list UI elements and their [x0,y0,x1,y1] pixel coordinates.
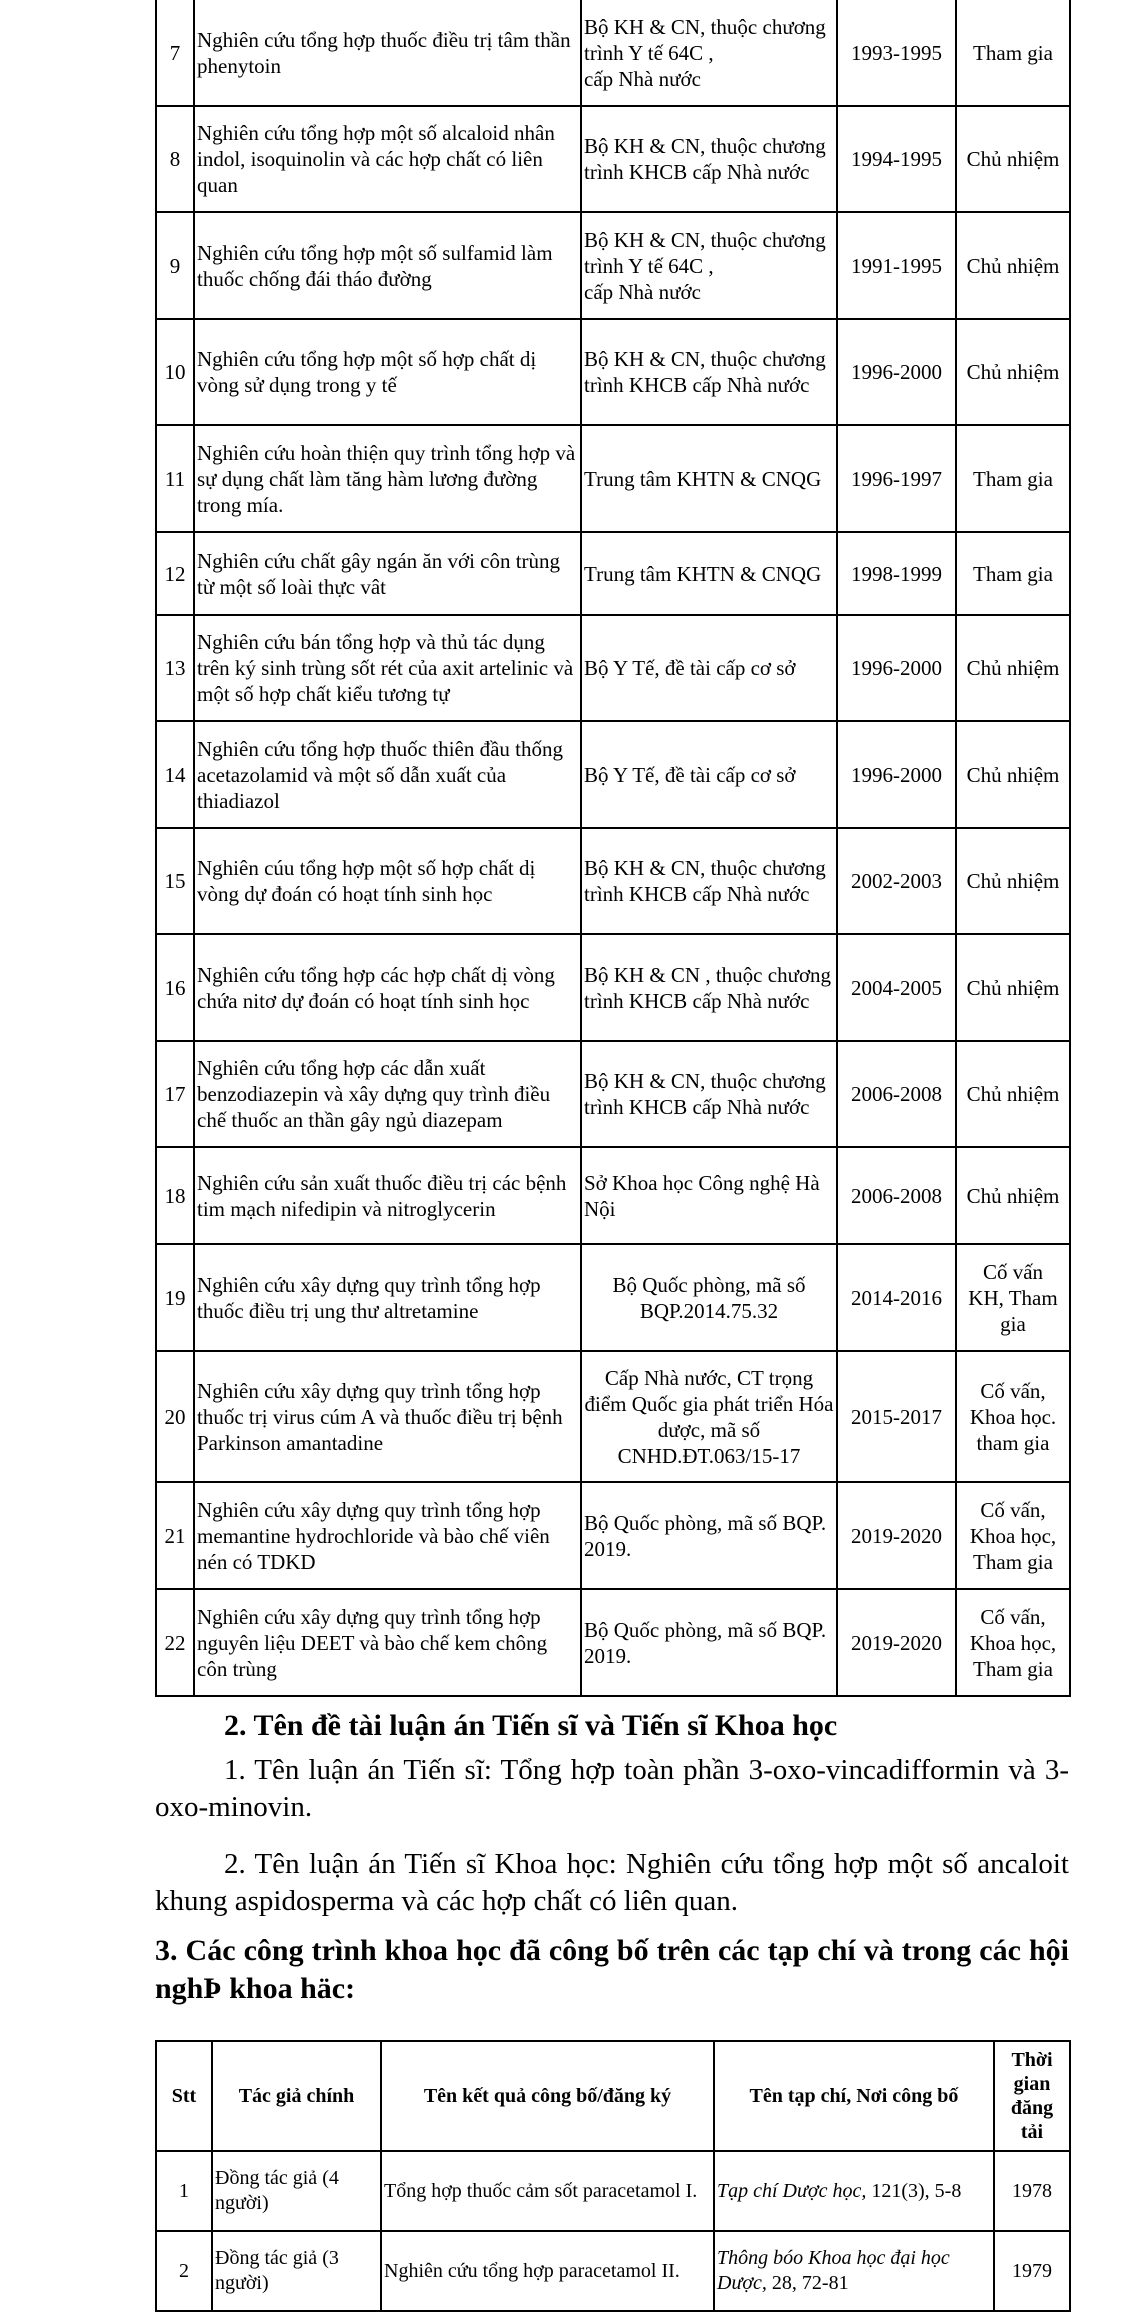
project-period: 2004-2005 [837,934,956,1041]
header-stt: Stt [156,2041,212,2151]
publications-body [156,2151,1070,2311]
project-period: 2002-2003 [837,828,956,934]
phd-thesis-paragraph: 1. Tên luận án Tiến sĩ: Tổng hợp toàn phần 3-oxo-vincadifformin và 3-oxo-minovin. [155,1754,1069,1823]
project-name: Nghiên cứu tổng hợp thuốc thiên đầu thống acetazolamid và một số dẫn xuất của thiadiazol [194,721,581,828]
project-organization: Bộ KH & CN, thuộc chương trình Y tế 64C , cấp Nhà nước [581,212,837,319]
project-role: Cố vấn, Khoa học, Tham gia [956,1589,1070,1696]
project-role: Chủ nhiệm [956,828,1070,934]
project-row [156,425,1070,532]
project-name: Nghiên cứu tổng hợp một số hợp chất dị vòng sử dụng trong y tế [194,319,581,425]
project-organization: Sở Khoa học Công nghệ Hà Nội [581,1147,837,1244]
project-name: Nghiên cứu tổng hợp một số sulfamid làm thuốc chống đái tháo đường [194,212,581,319]
project-period: 1994-1995 [837,106,956,212]
project-number: 21 [156,1482,194,1589]
project-role: Cố vấn, Khoa học. tham gia [956,1351,1070,1482]
publications-table [155,2040,1071,2312]
publication-journal [714,2151,994,2231]
project-name: Nghiên cứu chất gây ngán ăn với côn trùng từ một số loài thực vât [194,532,581,615]
project-name: Nghiên cứu tổng hợp các hợp chất dị vòng chứa nitơ dự đoán có hoạt tính sinh học [194,934,581,1041]
publication-row [156,2151,1070,2231]
project-number: 20 [156,1351,194,1482]
project-organization: Bộ KH & CN, thuộc chương trình KHCB cấp Nhà nước [581,1041,837,1147]
project-period: 2014-2016 [837,1244,956,1351]
project-number: 9 [156,212,194,319]
project-row [156,934,1070,1041]
publication-title: Tổng hợp thuốc cảm sốt paracetamol I. [381,2151,714,2231]
section-2-heading: 2. Tên đề tài luận án Tiến sĩ và Tiến sĩ Khoa học [224,1709,838,1742]
publication-row [156,2231,1070,2311]
project-name: Nghiên cúu tổng hợp một số hợp chất dị vòng dự đoán có hoạt tính sinh học [194,828,581,934]
project-name: Nghiên cứu xây dựng quy trình tổng hợp thuốc trị virus cúm A và thuốc điều trị bệnh Parkinson amantadine [194,1351,581,1482]
project-organization: Bộ KH & CN, thuộc chương trình KHCB cấp Nhà nước [581,828,837,934]
project-period: 2006-2008 [837,1041,956,1147]
project-period: 2006-2008 [837,1147,956,1244]
project-number: 18 [156,1147,194,1244]
project-period: 1998-1999 [837,532,956,615]
journal-reference: 121(3), 5-8 [866,2179,962,2202]
project-period: 2019-2020 [837,1482,956,1589]
project-name: Nghiên cứu bán tổng hợp và thủ tác dụng trên ký sinh trùng sốt rét của axit artelinic và một số hợp chất kiểu tương tự [194,615,581,721]
project-row [156,721,1070,828]
project-organization: Bộ Y Tế, đề tài cấp cơ sở [581,615,837,721]
project-organization: Bộ Quốc phòng, mã số BQP. 2019. [581,1589,837,1696]
project-number: 12 [156,532,194,615]
project-row [156,212,1070,319]
publication-journal [714,2231,994,2311]
project-organization: Cấp Nhà nước, CT trọng điểm Quốc gia phát triển Hóa dược, mã số CNHD.ĐT.063/15-17 [581,1351,837,1482]
project-role: Chủ nhiệm [956,319,1070,425]
project-organization: Bộ Quốc phòng, mã số BQP. 2019. [581,1482,837,1589]
project-row [156,615,1070,721]
section-3-heading: 3. Các công trình khoa học đã công bố trên các tạp chí và trong các hội nghÞ khoa häc: [155,1934,1069,2005]
project-number: 8 [156,106,194,212]
project-number: 17 [156,1041,194,1147]
publication-year: 1978 [994,2151,1070,2231]
project-row [156,532,1070,615]
publication-author: Đồng tác giả (4 người) [212,2151,381,2231]
project-role: Chủ nhiệm [956,1147,1070,1244]
project-name: Nghiên cứu tổng hợp các dẫn xuất benzodiazepin và xây dựng quy trình điều chế thuốc an thần gây ngủ diazepam [194,1041,581,1147]
project-role: Chủ nhiệm [956,106,1070,212]
project-number: 15 [156,828,194,934]
project-role: Chủ nhiệm [956,615,1070,721]
publication-author: Đồng tác giả (3 người) [212,2231,381,2311]
project-number: 11 [156,425,194,532]
project-period: 2019-2020 [837,1589,956,1696]
project-number: 19 [156,1244,194,1351]
project-row [156,1589,1070,1696]
research-projects-body [156,0,1070,1696]
project-role: Chủ nhiệm [956,721,1070,828]
project-number: 13 [156,615,194,721]
project-role: Tham gia [956,0,1070,106]
project-name: Nghiên cứu xây dựng quy trình tổng hợp nguyên liệu DEET và bào chế kem chông côn trùng [194,1589,581,1696]
project-number: 14 [156,721,194,828]
dsc-thesis-paragraph: 2. Tên luận án Tiến sĩ Khoa học: Nghiên cứu tổng hợp một số ancaloit khung aspidosperma và các hợp chất có liên quan. [155,1848,1069,1917]
project-organization: Bộ KH & CN , thuộc chương trình KHCB cấp Nhà nước [581,934,837,1041]
project-number: 10 [156,319,194,425]
journal-name: Tạp chí Dược học, [717,2179,867,2202]
project-role: Chủ nhiệm [956,1041,1070,1147]
publication-number: 2 [156,2231,212,2311]
project-name: Nghiên cứu tổng hợp một số alcaloid nhân indol, isoquinolin và các hợp chất có liên quan [194,106,581,212]
project-organization: Trung tâm KHTN & CNQG [581,425,837,532]
project-name: Nghiên cứu tổng hợp thuốc điều trị tâm thần phenytoin [194,0,581,106]
project-role: Chủ nhiệm [956,934,1070,1041]
journal-reference: 28, 72-81 [766,2272,849,2294]
header-title: Tên kết quả công bố/đăng ký [381,2041,714,2151]
project-organization: Bộ Quốc phòng, mã số BQP.2014.75.32 [581,1244,837,1351]
project-row [156,1041,1070,1147]
project-period: 1993-1995 [837,0,956,106]
project-role: Tham gia [956,425,1070,532]
project-organization: Trung tâm KHTN & CNQG [581,532,837,615]
project-period: 1996-2000 [837,319,956,425]
header-journal: Tên tạp chí, Nơi công bố [714,2041,994,2151]
publication-number: 1 [156,2151,212,2231]
research-projects-table [155,0,1071,1697]
publication-title: Nghiên cứu tổng hợp paracetamol II. [381,2231,714,2311]
header-author: Tác giả chính [212,2041,381,2151]
project-period: 2015-2017 [837,1351,956,1482]
project-name: Nghiên cứu xây dựng quy trình tổng hợp thuốc điều trị ung thư altretamine [194,1244,581,1351]
project-role: Chủ nhiệm [956,212,1070,319]
project-role: Tham gia [956,532,1070,615]
project-organization: Bộ KH & CN, thuộc chương trình KHCB cấp Nhà nước [581,106,837,212]
project-row [156,0,1070,106]
project-role: Cố vấn KH, Tham gia [956,1244,1070,1351]
publication-year: 1979 [994,2231,1070,2311]
project-period: 1996-2000 [837,721,956,828]
publications-header-row [156,2041,1070,2151]
project-name: Nghiên cứu hoàn thiện quy trình tổng hợp và sự dụng chất làm tăng hàm lương đường trong mía. [194,425,581,532]
project-row [156,1244,1070,1351]
project-row [156,1351,1070,1482]
project-row [156,1147,1070,1244]
project-period: 1991-1995 [837,212,956,319]
header-year: Thời gian đăng tải [994,2041,1070,2151]
project-organization: Bộ KH & CN, thuộc chương trình KHCB cấp Nhà nước [581,319,837,425]
project-period: 1996-1997 [837,425,956,532]
project-name: Nghiên cứu sản xuất thuốc điều trị các bệnh tim mạch nifedipin và nitroglycerin [194,1147,581,1244]
project-row [156,1482,1070,1589]
project-row [156,106,1070,212]
project-number: 16 [156,934,194,1041]
project-organization: Bộ Y Tế, đề tài cấp cơ sở [581,721,837,828]
project-organization: Bộ KH & CN, thuộc chương trình Y tế 64C , cấp Nhà nước [581,0,837,106]
project-row [156,319,1070,425]
project-number: 22 [156,1589,194,1696]
project-row [156,828,1070,934]
project-number: 7 [156,0,194,106]
project-name: Nghiên cứu xây dựng quy trình tổng hợp memantine hydrochloride và bào chế viên nén có TDKD [194,1482,581,1589]
project-period: 1996-2000 [837,615,956,721]
project-role: Cố vấn, Khoa học, Tham gia [956,1482,1070,1589]
journal-name: Thông bóo Khoa học đại học Dược, [717,2247,950,2294]
